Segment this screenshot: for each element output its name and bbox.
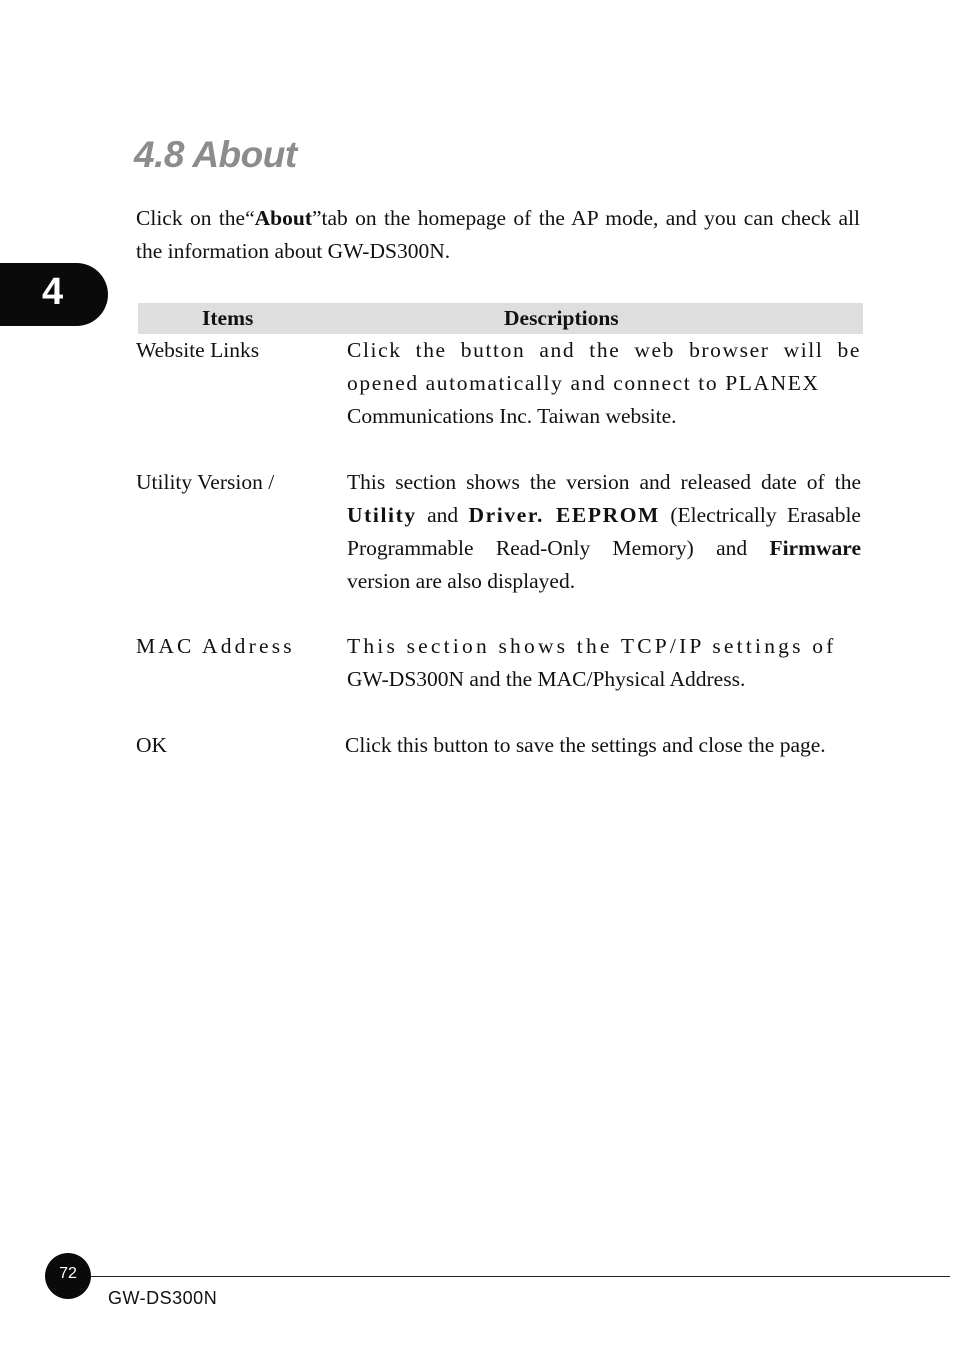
desc-utility-text-2: and [416,503,469,527]
desc-utility-version [347,466,861,598]
desc-utility-text-1: This section shows the version and released date of the [347,470,861,494]
header-descriptions: Descriptions [504,306,619,330]
desc-mac-address-1: This section shows the TCP/IP settings of [347,634,837,658]
item-ok: OK [136,733,168,757]
intro-text-2: ”tab on the homepage of the AP mode, and you can check all the information about GW-DS300N. [136,206,860,263]
chapter-number: 4 [42,271,64,313]
desc-ok: Click this button to save the settings and close the page. [345,733,826,757]
chapter-tab [0,263,108,326]
section-title: 4.8 About [134,134,297,175]
desc-utility-text-3: (Electrically Erasable Programmable Read-Only Memory) and [347,503,861,560]
intro-text-1: Click on the“ [136,206,255,230]
page-number-badge: 72 [45,1253,91,1299]
desc-utility-bold-driver: Driver. EEPROM [468,503,660,527]
item-mac-address: MAC Address [136,634,295,658]
desc-utility-bold-firmware: Firmware [769,536,861,560]
item-utility-version: Utility Version / [136,470,275,494]
desc-utility-bold-utility: Utility [347,503,417,527]
desc-utility-text-4: version are also displayed. [347,569,576,593]
header-items: Items [202,306,254,330]
desc-website-links-2: Communications Inc. Taiwan website. [347,404,677,428]
footer-model-name: GW-DS300N [108,1288,218,1308]
desc-website-links-1: Click the button and the web browser will be opened automatically and connect to PLANEX [347,338,861,395]
item-website-links: Website Links [136,338,260,362]
desc-mac-address-2: GW-DS300N and the MAC/Physical Address. [347,667,746,691]
footer-rule [88,1276,950,1277]
intro-bold-about: About [254,206,312,230]
intro-paragraph [136,202,860,268]
